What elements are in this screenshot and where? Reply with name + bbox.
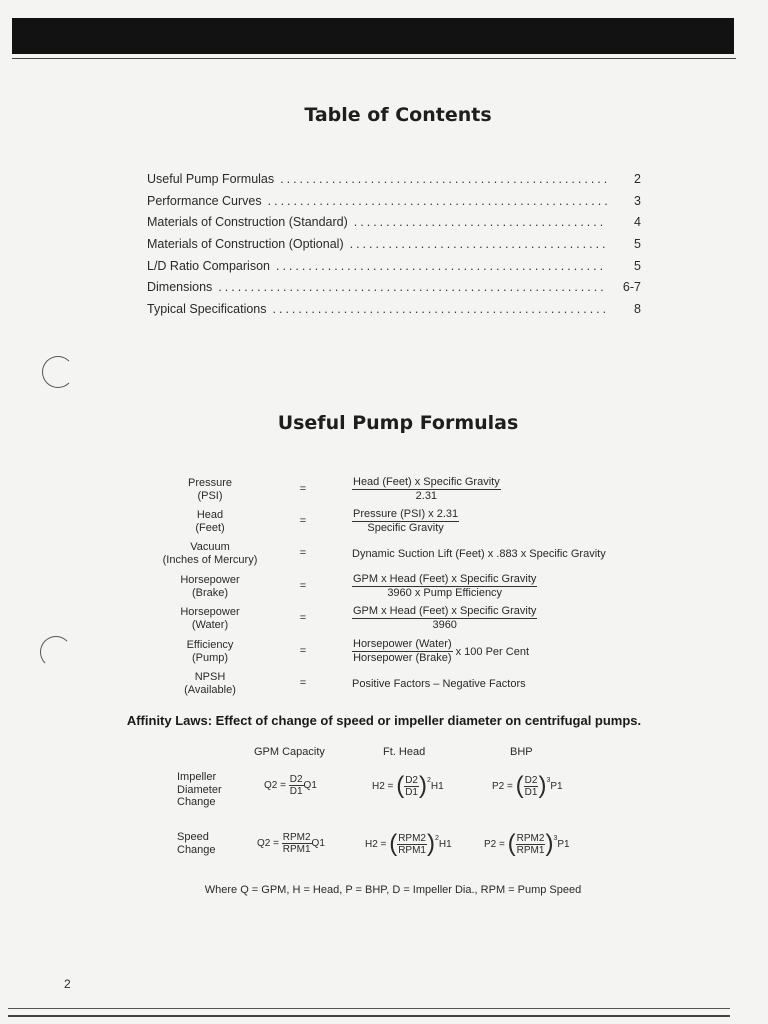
formula-expression	[352, 638, 529, 665]
equals-sign: =	[299, 580, 307, 592]
equals-sign: =	[299, 677, 307, 689]
numerator: Head (Feet) x Specific Gravity	[353, 476, 500, 488]
close-paren: )	[426, 830, 435, 857]
denominator: RPM1	[398, 844, 426, 856]
formula-rhs: Q1	[311, 838, 325, 849]
open-paren: (	[507, 830, 516, 857]
formula-label-line: (Available)	[184, 684, 236, 696]
fraction	[524, 775, 539, 798]
formula-lhs: H2 =	[372, 780, 394, 792]
leader-dots	[354, 215, 607, 229]
formula-label	[140, 671, 280, 697]
formula-rhs: P1	[550, 780, 563, 792]
numerator: Horsepower (Water)	[353, 638, 452, 650]
table-of-contents	[147, 172, 641, 324]
formula-label-line: Efficiency	[186, 639, 234, 651]
exponent: 3	[546, 776, 551, 784]
denominator: 2.31	[415, 490, 438, 502]
close-paren: )	[538, 772, 547, 799]
formula-label-line: Horsepower	[180, 574, 240, 586]
formula-label	[140, 509, 280, 535]
equals-sign: =	[299, 483, 307, 495]
toc-entry	[147, 172, 641, 194]
exponent: 3	[553, 834, 558, 842]
formula-row-brake-horsepower	[140, 572, 660, 604]
formula-label	[140, 574, 280, 600]
toc-entry-page: 6-7	[622, 280, 641, 295]
numerator: RPM2	[282, 832, 311, 843]
impeller-head-formula	[372, 774, 444, 798]
formula-row-pressure	[140, 475, 660, 507]
numerator: Pressure (PSI) x 2.31	[353, 508, 459, 520]
formula-label-line: Vacuum	[190, 541, 230, 553]
page-number: 2	[64, 977, 71, 991]
numerator: D2	[405, 774, 418, 786]
formula-row-head	[140, 507, 660, 539]
numerator: RPM2	[398, 832, 426, 844]
leader-dots	[273, 302, 607, 316]
formula-row-npsh	[140, 669, 660, 701]
fraction	[397, 833, 427, 856]
toc-entry-label: Performance Curves	[147, 193, 262, 208]
formula-lhs: P2 =	[492, 780, 513, 792]
toc-entry-page: 5	[634, 237, 641, 252]
formula-expression	[352, 508, 459, 535]
binder-hole	[42, 356, 74, 388]
toc-entry	[147, 237, 641, 259]
formula-lhs: P2 =	[484, 838, 505, 850]
formula-row-vacuum	[140, 539, 660, 571]
numerator: D2	[524, 774, 538, 786]
toc-entry-page: 2	[634, 172, 641, 186]
formula-label-line: (Pump)	[191, 652, 229, 664]
denominator: Horsepower (Brake)	[353, 652, 452, 664]
formula-label-line: (Water)	[191, 619, 229, 631]
formula-label	[140, 606, 280, 632]
formula-rhs: H1	[430, 780, 444, 792]
impeller-bhp-formula	[492, 774, 563, 798]
formula-label-line: Head	[196, 509, 224, 521]
denominator: RPM1	[282, 844, 311, 855]
impeller-change-label	[177, 771, 222, 809]
fraction	[352, 508, 459, 535]
equals-sign: =	[299, 515, 307, 527]
equals-sign: =	[299, 547, 307, 559]
label-line: Change	[177, 843, 216, 856]
speed-head-formula	[365, 832, 452, 856]
formula-label	[140, 541, 280, 567]
formula-lhs: Q2 =	[257, 838, 279, 849]
toc-entry-page: 8	[634, 302, 641, 317]
denominator: D1	[289, 786, 303, 797]
formula-expression	[352, 476, 501, 503]
speed-change-label	[177, 831, 216, 856]
fraction	[516, 833, 546, 856]
fraction	[404, 775, 419, 798]
fraction	[352, 573, 537, 600]
formula-expression: Dynamic Suction Lift (Feet) x .883 x Specific Gravity	[352, 548, 606, 560]
formula-label-line: (Inches of Mercury)	[162, 554, 258, 566]
header-rule	[12, 58, 736, 59]
toc-entry-label: L/D Ratio Comparison	[147, 258, 270, 273]
equals-sign: =	[299, 612, 307, 624]
leader-dots	[268, 194, 607, 208]
formula-expression: Positive Factors – Negative Factors	[352, 678, 526, 690]
speed-gpm-formula	[257, 832, 325, 855]
fraction	[282, 832, 312, 855]
formula-rhs: Q1	[303, 780, 317, 791]
label-line: Speed	[177, 831, 209, 843]
formula-rhs: P1	[557, 838, 570, 850]
formula-label	[140, 639, 280, 665]
fraction	[352, 605, 537, 632]
formula-row-efficiency	[140, 637, 660, 669]
close-paren: )	[418, 772, 427, 799]
leader-dots	[280, 172, 607, 186]
open-paren: (	[389, 830, 398, 857]
toc-entry	[147, 215, 641, 237]
open-paren: (	[396, 772, 405, 799]
toc-entry-page: 5	[634, 258, 641, 273]
toc-entry	[147, 194, 641, 216]
fraction	[289, 774, 304, 797]
toc-entry-page: 3	[634, 193, 641, 208]
toc-entry-label: Materials of Construction (Standard)	[147, 215, 348, 230]
toc-entry	[147, 280, 641, 302]
binder-hole	[40, 636, 72, 668]
formula-row-water-horsepower	[140, 604, 660, 636]
fraction	[352, 476, 501, 503]
numerator: GPM x Head (Feet) x Specific Gravity	[353, 573, 537, 585]
leader-dots	[350, 237, 607, 251]
footer-rule	[8, 1008, 730, 1009]
formula-expression	[352, 573, 537, 600]
close-paren: )	[545, 830, 554, 857]
toc-entry	[147, 259, 641, 281]
formula-label-line: (Feet)	[195, 522, 225, 534]
formula-rhs: H1	[438, 838, 452, 850]
formula-label	[140, 477, 280, 503]
toc-title: Table of Contents	[304, 104, 492, 126]
toc-entry-label: Typical Specifications	[147, 302, 267, 317]
formula-label-line: Pressure	[187, 477, 233, 489]
denominator: RPM1	[516, 844, 545, 856]
toc-entry-label: Useful Pump Formulas	[147, 172, 275, 186]
affinity-footnote: Where Q = GPM, H = Head, P = BHP, D = Impeller Dia., RPM = Pump Speed	[204, 884, 582, 896]
denominator: 3960	[432, 619, 457, 631]
formula-label-line: (PSI)	[197, 490, 223, 502]
formula-lhs: H2 =	[365, 838, 387, 850]
fraction	[352, 638, 453, 665]
formulas-title: Useful Pump Formulas	[277, 412, 519, 434]
column-header-bhp: BHP	[510, 746, 533, 758]
formula-label-line: Horsepower	[180, 606, 240, 618]
denominator: D1	[524, 786, 538, 798]
label-line: Impeller	[177, 771, 217, 783]
formula-tail: x 100 Per Cent	[455, 645, 529, 658]
denominator: D1	[405, 786, 418, 798]
numerator: RPM2	[516, 832, 545, 844]
denominator: Specific Gravity	[367, 522, 444, 534]
denominator: 3960 x Pump Efficiency	[387, 587, 503, 599]
exponent: 2	[434, 834, 439, 842]
formula-expression	[352, 605, 537, 632]
leader-dots	[218, 280, 607, 294]
toc-entry-page: 4	[634, 215, 641, 230]
scan-header-bar	[12, 18, 734, 54]
column-header-head: Ft. Head	[383, 746, 426, 758]
affinity-laws-heading: Affinity Laws: Effect of change of speed or impeller diameter on centrifugal pumps.	[126, 713, 642, 728]
numerator: D2	[289, 774, 303, 785]
toc-entry	[147, 302, 641, 324]
exponent: 2	[426, 776, 431, 784]
leader-dots	[276, 259, 607, 273]
numerator: GPM x Head (Feet) x Specific Gravity	[353, 605, 537, 617]
column-header-gpm: GPM Capacity	[254, 746, 325, 758]
toc-entry-label: Materials of Construction (Optional)	[147, 237, 344, 252]
formula-label-line: (Brake)	[191, 587, 229, 599]
open-paren: (	[515, 772, 524, 799]
formula-label-line: NPSH	[194, 671, 226, 683]
impeller-gpm-formula	[264, 774, 317, 797]
toc-entry-label: Dimensions	[147, 280, 213, 295]
speed-bhp-formula	[484, 832, 570, 856]
formula-lhs: Q2 =	[264, 780, 286, 791]
label-line: Diameter	[177, 783, 222, 796]
label-line: Change	[177, 796, 216, 808]
equals-sign: =	[299, 645, 307, 657]
footer-rule	[8, 1015, 730, 1017]
